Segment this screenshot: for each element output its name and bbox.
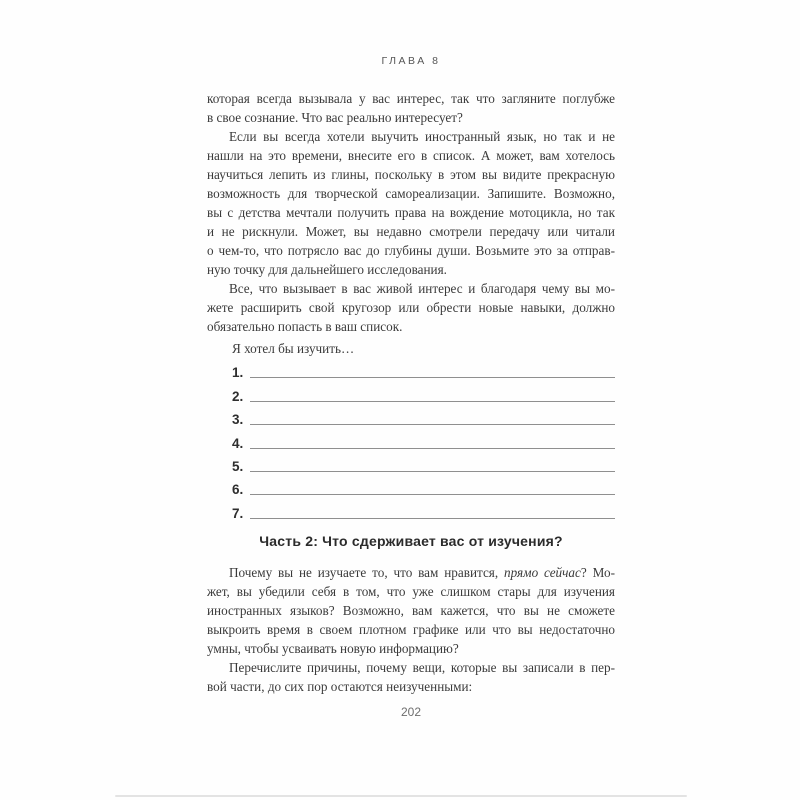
ruled-blank-line — [250, 518, 615, 519]
list-number: 4. — [232, 435, 244, 451]
text-line: жет, вы убедили себя в том, что уже слишком стары для изучения — [207, 584, 615, 599]
chapter-header: ГЛАВА 8 — [381, 55, 441, 67]
ruled-blank-line — [250, 448, 615, 449]
list-item — [207, 430, 615, 453]
text-line: о чем-то, что потрясло вас до глубины души. Возьмите это за отправ- — [207, 243, 615, 258]
paragraph — [207, 279, 615, 336]
text-line: Все, что вызывает в вас живой интерес и благодаря чему вы мо- — [229, 281, 615, 296]
list-item — [207, 477, 615, 500]
list-item — [207, 360, 615, 383]
text-line — [207, 563, 615, 582]
fill-in-list — [207, 360, 615, 524]
text-segment: Почему вы не изучаете то, что вам нравится, — [229, 565, 505, 580]
list-item — [207, 383, 615, 406]
page-number: 202 — [400, 705, 422, 719]
paragraph — [207, 563, 615, 658]
list-number: 5. — [232, 458, 244, 474]
text-line: Перечислите причины, почему вещи, которые вы записали в пер- — [229, 660, 615, 675]
text-line: возможность для творческой самореализации. Запишите. Возможно, — [207, 186, 615, 201]
section-heading: Часть 2: Что сдерживает вас от изучения? — [259, 533, 563, 549]
text-line: выкроить время в своем плотном графике или что вы недостаточно — [207, 622, 615, 637]
text-line: нашли на это времени, внесите его в список. А может, вам хотелось — [207, 148, 615, 163]
text-line: умны, чтобы усваивать новую информацию? — [207, 641, 459, 656]
paragraph — [207, 658, 615, 696]
ruled-blank-line — [250, 401, 615, 402]
page-edge-shadow — [115, 795, 687, 797]
list-number: 3. — [232, 412, 244, 428]
list-number: 2. — [232, 388, 244, 404]
text-line: вы с детства мечтали получить права на вождение мотоцикла, но так — [207, 205, 615, 220]
text-line: в свое сознание. Что вас реально интересует? — [207, 110, 463, 125]
list-number: 6. — [232, 482, 244, 498]
ruled-blank-line — [250, 471, 615, 472]
text-line: обязательно попасть в ваш список. — [207, 319, 403, 334]
text-line: и не рискнули. Может, вы недавно смотрели передачу или читали — [207, 224, 615, 239]
list-item — [207, 500, 615, 523]
text-line: ную точку для дальнейшего исследования. — [207, 262, 447, 277]
body-paragraphs-part2 — [207, 563, 615, 696]
prompt-text: Я хотел бы изучить… — [232, 341, 355, 356]
body-paragraphs — [207, 89, 615, 336]
text-line: которая всегда вызывала у вас интерес, так что загляните поглубже — [207, 91, 615, 106]
text-line: иностранных языков? Возможно, вам кажется, что вы не сможете — [207, 603, 615, 618]
list-number: 1. — [232, 365, 244, 381]
list-item — [207, 407, 615, 430]
italic-phrase: прямо сейчас — [504, 565, 581, 580]
text-line: жете расширить свой кругозор или обрести новые навыки, должно — [207, 300, 615, 315]
list-item — [207, 454, 615, 477]
text-line: вой части, до сих пор остаются неизученными: — [207, 679, 473, 694]
ruled-blank-line — [250, 494, 615, 495]
paragraph — [207, 127, 615, 279]
list-number: 7. — [232, 505, 244, 521]
ruled-blank-line — [250, 424, 615, 425]
text-segment: ? Мо- — [580, 565, 615, 580]
paragraph — [207, 89, 615, 127]
ruled-blank-line — [250, 377, 615, 378]
text-line: научиться лепить из глины, поскольку в этом вы видите прекрасную — [207, 167, 615, 182]
prompt-block — [207, 339, 615, 358]
text-line: Если вы всегда хотели выучить иностранный язык, но так и не — [229, 129, 615, 144]
